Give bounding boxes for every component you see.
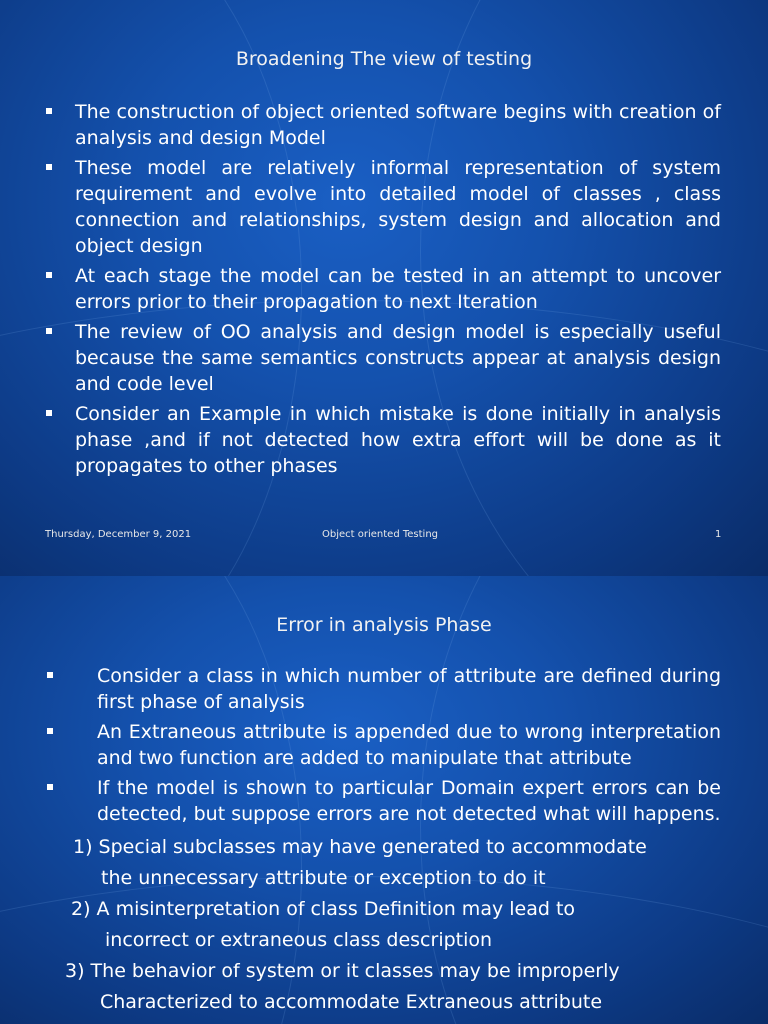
bullet-item: These model are relatively informal representation of system requirement and evolve into detailed model of classes , class connection and relationships, system design and allocation and object design xyxy=(75,155,721,259)
bullet-list xyxy=(97,663,721,831)
bullet-square-icon xyxy=(46,328,52,334)
bullet-square-icon xyxy=(46,108,52,114)
bullet-item: The construction of object oriented software begins with creation of analysis and design Model xyxy=(75,99,721,151)
slide-2 xyxy=(0,576,768,1024)
bullet-list xyxy=(75,99,721,483)
numbered-item-2: 2) A misinterpretation of class Definition may lead to xyxy=(71,898,576,920)
numbered-item-1-continuation: the unnecessary attribute or exception to do it xyxy=(101,867,546,889)
bullet-square-icon xyxy=(47,728,53,734)
bullet-square-icon xyxy=(47,784,53,790)
numbered-item-3: 3) The behavior of system or it classes may be improperly xyxy=(65,960,620,982)
bullet-item: If the model is shown to particular Domain expert errors can be detected, but suppose errors are not detected what will happens. xyxy=(97,775,721,827)
footer-page-number: 1 xyxy=(715,529,722,540)
bullet-item: The review of OO analysis and design model is especially useful because the same semantics constructs appear at analysis design and code level xyxy=(75,319,721,397)
bullet-square-icon xyxy=(46,164,52,170)
bullet-square-icon xyxy=(46,272,52,278)
bullet-item: Consider a class in which number of attribute are defined during first phase of analysis xyxy=(97,663,721,715)
footer-date: Thursday, December 9, 2021 xyxy=(45,529,192,540)
numbered-item-3-continuation: Characterized to accommodate Extraneous attribute xyxy=(100,991,603,1013)
bullet-square-icon xyxy=(46,410,52,416)
bullet-item: An Extraneous attribute is appended due to wrong interpretation and two function are added to manipulate that attribute xyxy=(97,719,721,771)
bullet-item: Consider an Example in which mistake is done initially in analysis phase ,and if not detected how extra effort will be done as it propagates to other phases xyxy=(75,401,721,479)
slide-title: Error in analysis Phase xyxy=(276,614,492,636)
bullet-square-icon xyxy=(47,672,53,678)
numbered-item-1: 1) Special subclasses may have generated to accommodate xyxy=(73,836,647,858)
bullet-item: At each stage the model can be tested in an attempt to uncover errors prior to their propagation to next Iteration xyxy=(75,263,721,315)
numbered-item-2-continuation: incorrect or extraneous class description xyxy=(105,929,493,951)
footer-subject: Object oriented Testing xyxy=(322,529,439,540)
slide-title: Broadening The view of testing xyxy=(235,48,533,70)
